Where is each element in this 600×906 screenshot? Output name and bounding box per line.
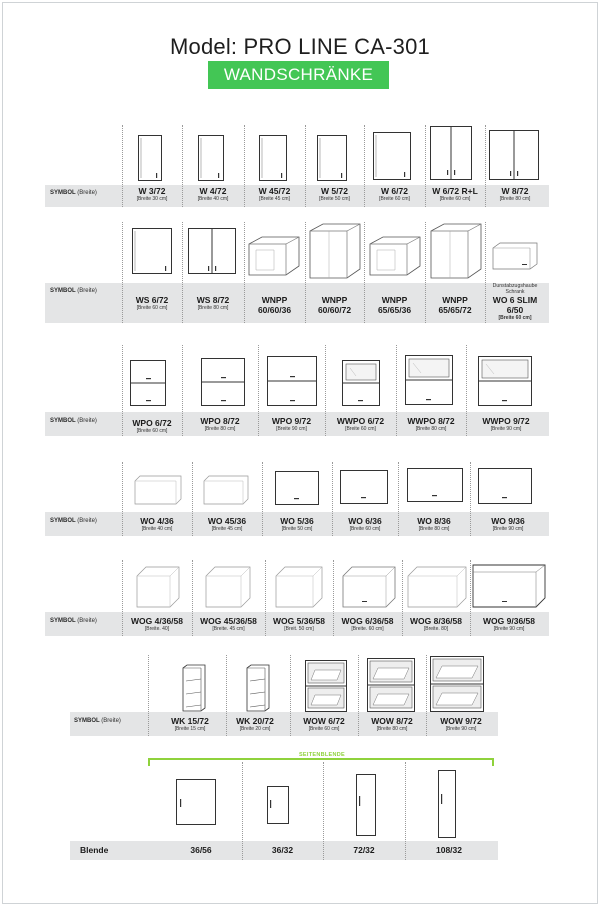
cabinet-1-door-icon (373, 132, 411, 180)
product-cell: WNPP 60/60/72 (317, 295, 352, 315)
low-cabinet-icon (340, 470, 388, 504)
corner-cabinet-tall-icon (430, 223, 482, 279)
corner-cabinet-icon (369, 236, 421, 276)
cabinet-2-flap-icon (130, 360, 166, 406)
symbol-label: SYMBOL (Breite) (50, 190, 97, 196)
open-shelf-icon (182, 664, 206, 712)
product-cell: WO 4/36 [Breite 40 cm] (140, 516, 174, 532)
product-cell: WO 6/36 [Breite 60 cm] (348, 516, 382, 532)
low-cabinet-icon (478, 468, 532, 504)
deep-low-cabinet-icon (275, 566, 323, 608)
product-cell: W 3/72 [Breite 30 cm] (136, 186, 168, 202)
product-cell: W 6/72 [Breite 60 cm] (379, 186, 410, 202)
cabinet-1-door-icon (132, 228, 172, 274)
cabinet-2-flap-icon (267, 356, 317, 406)
deep-low-cabinet-icon (472, 564, 546, 608)
product-cell: WO 8/36 [Breite 80 cm] (417, 516, 451, 532)
symbol-label: SYMBOL (Breite) (50, 618, 97, 624)
product-cell: W 5/72 [Breite 50 cm] (319, 186, 350, 202)
deep-low-cabinet-icon (342, 566, 396, 608)
cabinet-2-door-icon (430, 126, 472, 180)
product-cell: Dunstabzugshaube Schrank WO 6 SLIM 6/50 [Breite 60 cm] (492, 283, 538, 321)
symbol-label: SYMBOL (Breite) (74, 718, 121, 724)
product-cell: WO 45/36 [Breite 45 cm] (207, 516, 247, 532)
side-panel-tall-icon (356, 774, 376, 836)
product-cell: WWPO 8/72 [Breite 80 cm] (407, 416, 455, 432)
low-cabinet-icon (407, 468, 463, 502)
product-cell: WWPO 9/72 [Breite 90 cm] (482, 416, 530, 432)
product-cell: WK 15/72 [Breite 15 cm] (171, 716, 209, 732)
product-cell: WOG 4/36/58 [Breite. 40] (131, 616, 183, 632)
hood-cabinet-icon (492, 242, 538, 270)
product-cell: WWPO 6/72 [Breite 60 cm] (336, 416, 385, 432)
cabinet-2-door-icon (489, 130, 539, 180)
side-panel-icon (176, 779, 216, 825)
product-cell: WK 20/72 [Breite 20 cm] (236, 716, 274, 732)
product-cell: WOG 6/36/58 [Breite. 60 cm] (341, 616, 394, 632)
product-cell: WPO 9/72 [Breite 90 cm] (271, 416, 312, 432)
product-cell: WOW 9/72 [Breite 90 cm] (440, 716, 482, 732)
page-title: Model: PRO LINE CA-301 (170, 34, 430, 59)
product-cell: WO 5/36 [Breite 50 cm] (280, 516, 314, 532)
product-cell: W 6/72 R+L [Breite 60 cm] (432, 186, 478, 202)
blende-cell: 36/56 (190, 845, 212, 855)
product-cell: WO 9/36 [Breite 90 cm] (491, 516, 525, 532)
product-cell: WS 6/72 [Breite 60 cm] (135, 295, 169, 311)
low-cabinet-icon (203, 475, 249, 505)
cabinet-1-door-icon (259, 135, 287, 181)
open-shelf-icon (246, 664, 270, 712)
blende-cell: 72/32 (353, 845, 375, 855)
cabinet-1-door-icon (317, 135, 347, 181)
category-banner: WANDSCHRÄNKE (208, 61, 389, 89)
symbol-label: SYMBOL (Breite) (50, 288, 97, 294)
side-panel-icon (267, 786, 289, 824)
cabinet-glass-flap-icon (405, 355, 453, 405)
product-cell: WPO 8/72 [Breite 80 cm] (200, 416, 240, 432)
seitenblende-bracket-right (492, 758, 494, 766)
product-cell: WNPP 65/65/72 (438, 295, 472, 315)
blende-cell: 108/32 (436, 845, 462, 855)
symbol-label: SYMBOL (Breite) (50, 418, 97, 424)
product-cell: WOG 5/36/58 [Breit. 50 cm] (273, 616, 325, 632)
cabinet-glass-flap-icon (342, 360, 380, 406)
product-cell: WS 8/72 [Breite 80 cm] (196, 295, 230, 311)
open-glass-cabinet-icon (367, 658, 415, 712)
deep-low-cabinet-icon (407, 566, 467, 608)
product-cell: WOG 45/36/58 [Breite. 45 cm] (200, 616, 257, 632)
corner-cabinet-tall-icon (309, 223, 361, 279)
column-divider (148, 655, 149, 736)
seitenblende-bracket-left (148, 758, 150, 766)
deep-low-cabinet-icon (136, 566, 180, 608)
product-cell: WPO 6/72 [Breite 60 cm] (132, 418, 172, 434)
seitenblende-bracket (148, 758, 494, 760)
corner-cabinet-icon (248, 236, 300, 276)
product-cell: WOG 9/36/58 [Breite 90 cm] (483, 616, 535, 632)
product-cell: W 45/72 [Breite 45 cm] (258, 186, 291, 202)
blende-cell: 36/32 (271, 845, 294, 855)
product-cell: W 8/72 [Breite 80 cm] (499, 186, 531, 202)
symbol-label: SYMBOL (Breite) (50, 518, 97, 524)
cabinet-1-door-icon (198, 135, 224, 181)
cabinet-2-flap-icon (201, 358, 245, 406)
blende-label: Blende (80, 845, 109, 855)
seitenblende-label: SEITENBLENDE (285, 752, 359, 758)
open-glass-cabinet-icon (305, 660, 347, 712)
product-cell: WNPP 60/60/36 (257, 295, 292, 315)
side-panel-tall-icon (438, 770, 456, 838)
cabinet-glass-flap-icon (478, 356, 532, 406)
product-cell: WOW 6/72 [Breite 60 cm] (303, 716, 345, 732)
product-cell: WOW 8/72 [Breite 80 cm] (371, 716, 413, 732)
cabinet-1-door-icon (138, 135, 162, 181)
deep-low-cabinet-icon (205, 566, 251, 608)
open-glass-cabinet-icon (430, 656, 484, 712)
low-cabinet-icon (275, 471, 319, 505)
product-cell: WOG 8/36/58 [Breite. 80] (410, 616, 462, 632)
product-cell: WNPP 65/65/36 (377, 295, 412, 315)
product-cell: W 4/72 [Breite 40 cm] (197, 186, 229, 202)
cabinet-2-door-icon (188, 228, 236, 274)
low-cabinet-icon (134, 475, 182, 505)
